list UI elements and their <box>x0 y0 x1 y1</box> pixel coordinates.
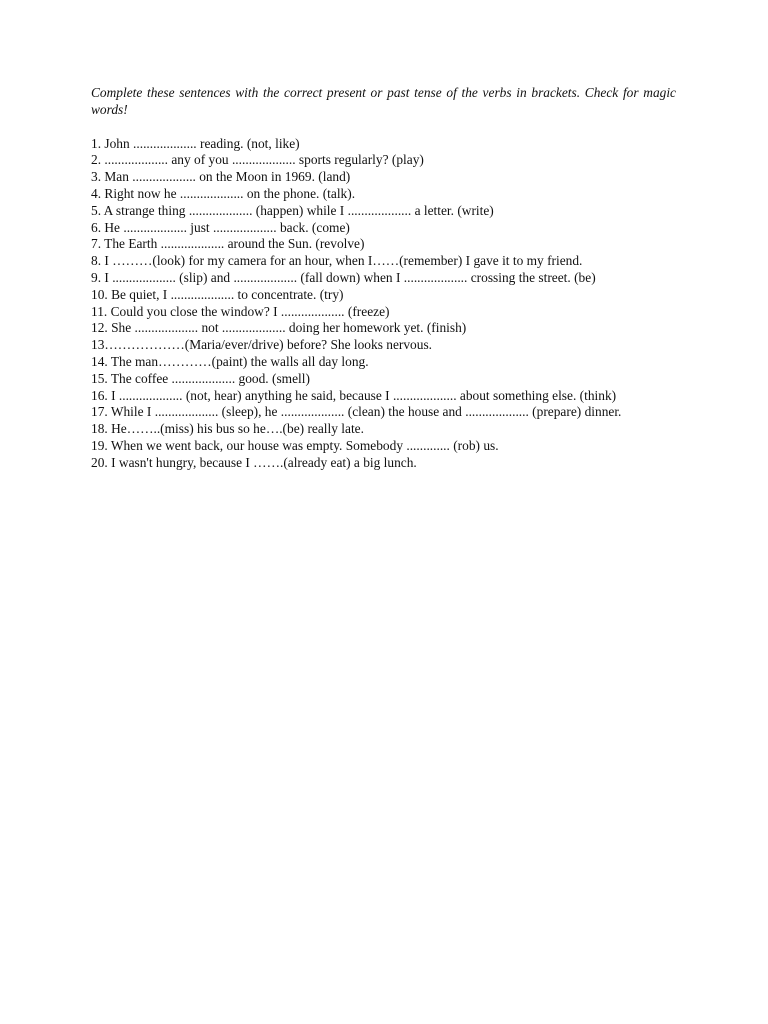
exercise-item: 20. I wasn't hungry, because I …….(already eat) a big lunch. <box>91 454 417 470</box>
exercise-item: 3. Man ................... on the Moon in 1969. (land) <box>91 169 351 185</box>
worksheet <box>91 85 676 472</box>
exercise-list <box>91 136 676 472</box>
exercise-item: 17. While I ................... (sleep), he ................... (clean) the house and ................... (prepare) dinner. <box>91 404 622 420</box>
exercise-item: 11. Could you close the window? I ................... (freeze) <box>91 303 390 319</box>
exercise-item: 1. John ................... reading. (not, like) <box>91 135 300 151</box>
exercise-item: 6. He ................... just ................... back. (come) <box>91 219 350 235</box>
exercise-item: 2. ................... any of you ................... sports regularly? (play) <box>91 152 424 168</box>
exercise-item: 15. The coffee ................... good. (smell) <box>91 370 310 386</box>
exercise-item: 13………………(Maria/ever/drive) before? She looks nervous. <box>91 337 432 353</box>
exercise-item: 10. Be quiet, I ................... to concentrate. (try) <box>91 286 344 302</box>
exercise-item: 9. I ................... (slip) and ................... (fall down) when I ................... crossing the street. (be) <box>91 269 596 285</box>
instructions-text: Complete these sentences with the correct present or past tense of the verbs in brackets. Check for magic words! <box>91 85 676 117</box>
exercise-item: 14. The man…………(paint) the walls all day long. <box>91 353 369 369</box>
exercise-item: 19. When we went back, our house was empty. Somebody ............. (rob) us. <box>91 437 499 453</box>
exercise-item: 12. She ................... not ................... doing her homework yet. (finish) <box>91 320 467 336</box>
exercise-item: 18. He……..(miss) his bus so he….(be) really late. <box>91 421 364 437</box>
exercise-item: 7. The Earth ................... around the Sun. (revolve) <box>91 236 365 252</box>
exercise-item: 5. A strange thing ................... (happen) while I ................... a letter. (write) <box>91 202 494 218</box>
exercise-item: 4. Right now he ................... on the phone. (talk). <box>91 185 356 201</box>
exercise-item: 16. I ................... (not, hear) anything he said, because I ................... about something else. (think) <box>91 387 617 403</box>
exercise-item: 8. I ………(look) for my camera for an hour, when I……(remember) I gave it to my friend. <box>91 253 583 269</box>
